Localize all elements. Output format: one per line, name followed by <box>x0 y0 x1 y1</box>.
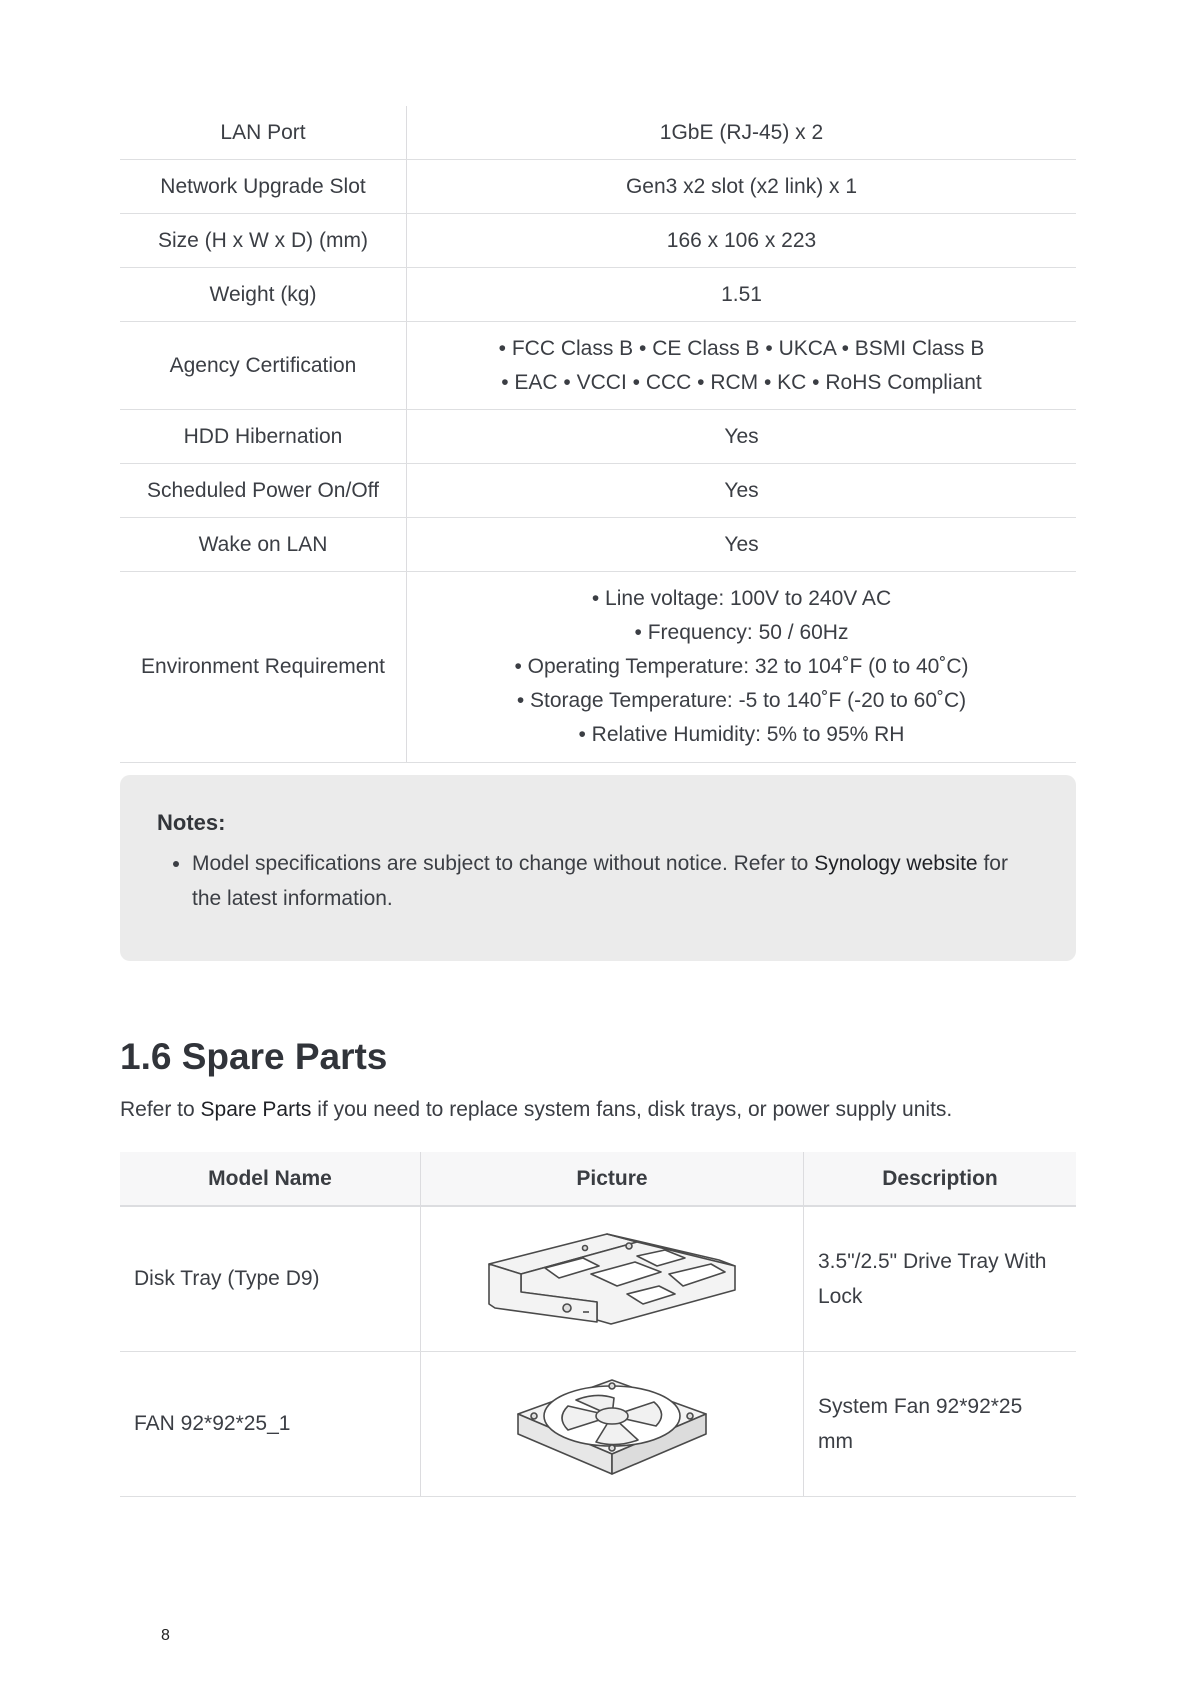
spec-value-line: • Frequency: 50 / 60Hz <box>634 621 849 644</box>
notes-title: Notes: <box>157 810 226 835</box>
header-model-name: Model Name <box>120 1152 421 1206</box>
header-description: Description <box>804 1152 1077 1206</box>
part-model: FAN 92*92*25_1 <box>120 1352 421 1497</box>
table-header-row <box>120 1152 1076 1206</box>
table-row <box>120 1206 1076 1352</box>
part-picture <box>421 1206 804 1352</box>
synology-website-link[interactable]: Synology website <box>814 852 978 875</box>
notes-list <box>157 846 1040 916</box>
spec-value <box>407 106 1077 160</box>
spec-table <box>120 106 1076 763</box>
spec-row <box>120 464 1076 518</box>
spec-value-line: Yes <box>724 424 759 448</box>
spec-value <box>407 464 1077 518</box>
spare-parts-link[interactable]: Spare Parts <box>200 1098 312 1121</box>
section-heading: 1.6 Spare Parts <box>120 1036 388 1077</box>
part-picture <box>421 1352 804 1497</box>
spec-value <box>407 518 1077 572</box>
fan-icon <box>516 1372 708 1476</box>
spec-label: Size (H x W x D) (mm) <box>120 214 407 268</box>
notes-box <box>120 775 1076 961</box>
disk-tray-icon <box>487 1228 737 1330</box>
spec-value-line: Yes <box>724 478 759 502</box>
spare-parts-table <box>120 1152 1076 1497</box>
spec-value-line: • EAC • VCCI • CCC • RCM • KC • RoHS Compliant <box>501 370 982 394</box>
spec-label: Scheduled Power On/Off <box>120 464 407 518</box>
spec-row <box>120 268 1076 322</box>
page-number: 8 <box>161 1627 170 1644</box>
spec-value <box>407 322 1077 410</box>
notes-item-text: Model specifications are subject to change without notice. Refer to <box>192 852 815 875</box>
spec-value-line: 166 x 106 x 223 <box>666 228 817 252</box>
notes-item-text-end: for the latest information. <box>192 852 1008 910</box>
spec-row <box>120 518 1076 572</box>
spec-value <box>407 268 1077 322</box>
spec-value <box>407 214 1077 268</box>
part-description: 3.5"/2.5" Drive Tray With Lock <box>804 1206 1077 1352</box>
spec-value <box>407 410 1077 464</box>
spec-label: Weight (kg) <box>120 268 407 322</box>
spec-row <box>120 160 1076 214</box>
spec-value-line: • Relative Humidity: 5% to 95% RH <box>578 723 905 746</box>
spec-row <box>120 214 1076 268</box>
spec-value <box>407 160 1077 214</box>
spec-value-line: 1.51 <box>721 282 762 306</box>
spec-value <box>407 572 1077 763</box>
section-intro <box>120 1098 952 1122</box>
spec-label: Wake on LAN <box>120 518 407 572</box>
spec-label: Agency Certification <box>120 322 407 410</box>
part-description: System Fan 92*92*25 mm <box>804 1352 1077 1497</box>
intro-text-end: if you need to replace system fans, disk trays, or power supply units. <box>311 1098 953 1121</box>
spec-row <box>120 572 1076 763</box>
notes-item <box>192 846 1040 916</box>
spec-value-line: • Operating Temperature: 32 to 104˚F (0 to 40˚C) <box>514 655 969 678</box>
spec-label: LAN Port <box>120 106 407 160</box>
spec-row <box>120 410 1076 464</box>
header-picture: Picture <box>421 1152 804 1206</box>
spec-label: HDD Hibernation <box>120 410 407 464</box>
spec-label: Environment Requirement <box>120 572 407 763</box>
spec-value-line: • Line voltage: 100V to 240V AC <box>591 587 892 610</box>
spec-label: Network Upgrade Slot <box>120 160 407 214</box>
part-model: Disk Tray (Type D9) <box>120 1206 421 1352</box>
spec-row <box>120 322 1076 410</box>
spec-row <box>120 106 1076 160</box>
intro-text: Refer to <box>120 1098 201 1121</box>
spec-value-line: Gen3 x2 slot (x2 link) x 1 <box>625 174 858 198</box>
spec-value-line: • Storage Temperature: -5 to 140˚F (-20 to 60˚C) <box>516 689 967 712</box>
spec-value-line: Yes <box>724 532 759 556</box>
spec-value-line: 1GbE (RJ-45) x 2 <box>659 120 824 144</box>
table-row <box>120 1352 1076 1497</box>
spec-value-line: • FCC Class B • CE Class B • UKCA • BSMI Class B <box>498 336 985 360</box>
